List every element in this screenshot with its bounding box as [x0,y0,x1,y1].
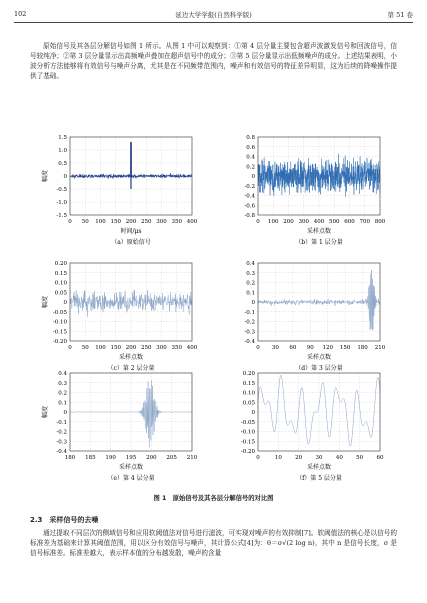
intro-paragraph: 原始信号及其各层分解信号如图 1 所示。从图 1 中可以观察到：①第 4 层分量主要包含超声波激发信号和回波信号，信号较纯净；②第 3 层分量显示出高频噪声叠加在超声信号中的成分；③第 5 层分量显示出低频噪声的成分。上述结果表明，小波分析方法能够将有效信号与噪声分离，尤其是在不同频带范围内，噪声和有效信号的特征差异明显，这为后续的降噪操作提供了基础。 [30,42,397,80]
header-rule [14,22,413,23]
y-tick-label: 0 [251,410,255,416]
x-tick-label: 200 [146,455,157,461]
y-tick-label: -0.4 [244,193,255,200]
y-tick-label: -0.3 [244,329,255,336]
x-tick-label: 180 [64,455,76,461]
x-tick-label: 200 [283,219,294,225]
y-tick-label: 0.20 [54,261,67,267]
y-tick-label: 0.15 [54,270,67,277]
y-tick-label: -0.05 [240,419,255,426]
x-tick-label: 120 [322,345,333,351]
y-tick-label: -1.0 [56,200,67,206]
y-tick-label: 0.6 [246,144,255,151]
y-tick-label: 0 [63,410,67,416]
x-tick-label: 40 [335,455,343,461]
y-tick-label: 0.15 [242,380,255,387]
x-tick-label: 700 [359,219,370,225]
x-axis-label: 采样点数 [118,354,144,361]
x-tick-label: 0 [68,219,72,225]
x-tick-label: 250 [141,345,152,351]
y-tick-label: 0.8 [246,135,255,141]
x-tick-label: 400 [186,345,198,351]
x-tick-label: 195 [125,455,137,461]
x-tick-label: 250 [141,219,152,225]
x-axis-label: 采样点数 [306,464,332,471]
y-tick-label: 0 [63,300,67,306]
y-tick-label: -0.10 [52,319,67,326]
x-tick-label: 200 [125,345,137,351]
y-tick-label: -0.4 [244,339,255,345]
y-tick-label: 0.3 [58,380,67,387]
x-tick-label: 60 [289,345,297,351]
x-tick-label: 90 [306,345,314,351]
y-tick-label: 1.5 [58,135,67,141]
y-tick-label: 0.1 [58,400,67,407]
x-tick-label: 300 [156,219,167,225]
y-tick-label: 0.4 [58,371,67,377]
panel-caption: （a）原始信号 [111,239,151,246]
y-tick-label: -0.5 [56,187,67,193]
y-tick-label: -0.6 [244,203,255,210]
x-axis-label: 采样点数 [306,228,332,235]
y-tick-label: 0.2 [246,164,255,171]
signal-trace [70,142,192,189]
panel-c [40,258,200,378]
x-tick-label: 50 [81,219,89,225]
y-tick-label: -0.20 [52,339,67,345]
x-axis-label: 采样点数 [306,354,332,361]
y-tick-label: 0.2 [246,280,255,287]
page-header [14,10,413,22]
y-tick-label: -0.2 [244,319,255,326]
x-tick-label: 100 [268,219,279,225]
y-tick-label: -0.3 [56,439,67,446]
panel-b-plot [228,132,388,252]
panel-b [228,132,388,252]
x-tick-label: 210 [186,455,198,461]
y-tick-label: -0.05 [52,309,67,316]
x-axis-label: 采样点数 [118,464,144,471]
panel-caption: （c）第 2 层分量 [107,365,155,372]
x-tick-label: 200 [125,219,137,225]
y-tick-label: 1.0 [58,148,67,154]
journal-name: 延边大学学报(自然科学版) [175,11,252,19]
x-tick-label: 210 [374,345,386,351]
section-title: 2.3 采样信号的去噪 [30,516,99,524]
y-tick-label: 0.3 [246,270,255,277]
x-tick-label: 190 [105,455,116,461]
x-tick-label: 185 [85,455,96,461]
y-tick-label: 0 [251,174,255,180]
panel-f [228,368,388,488]
x-tick-label: 10 [274,455,282,461]
y-tick-label: 0.05 [242,400,255,407]
x-tick-label: 100 [95,345,106,351]
y-axis-label: 幅度 [42,405,49,419]
y-tick-label: -0.1 [56,419,67,426]
y-tick-label: 0.20 [242,371,255,377]
x-tick-label: 0 [256,455,260,461]
x-tick-label: 150 [110,219,121,225]
y-tick-label: -0.20 [240,449,255,455]
x-tick-label: 50 [81,345,89,351]
x-tick-label: 400 [186,219,198,225]
y-tick-label: 0.05 [54,290,67,297]
y-axis-label: 幅度 [42,295,49,309]
x-tick-label: 150 [339,345,351,351]
page-number: 102 [14,10,27,18]
y-tick-label: 0.4 [246,154,255,161]
y-tick-label: 0.1 [246,290,255,297]
y-tick-label: 0.5 [58,161,67,167]
x-tick-label: 300 [298,219,309,225]
y-tick-label: -0.10 [240,429,255,436]
panel-caption: （e）第 4 层分量 [107,475,155,482]
x-tick-label: 30 [315,455,323,461]
x-tick-label: 0 [68,345,72,351]
y-tick-label: -0.15 [52,329,67,336]
x-tick-label: 350 [171,345,182,351]
y-tick-label: -0.15 [240,439,255,446]
y-tick-label: -1.5 [56,213,67,219]
signal-trace [258,270,380,330]
panel-a-plot [40,132,200,252]
y-tick-label: -0.2 [244,183,255,190]
x-tick-label: 800 [374,219,386,225]
y-tick-label: 0.10 [54,280,67,287]
panel-a [40,132,200,252]
x-tick-label: 60 [376,455,384,461]
x-tick-label: 150 [110,345,121,351]
volume-label: 第 51 卷 [387,11,413,19]
panel-e [40,368,200,488]
panel-f-plot [228,368,388,488]
panel-d-plot [228,258,388,378]
x-tick-label: 600 [344,219,355,225]
x-tick-label: 400 [313,219,325,225]
y-tick-label: 0.10 [242,390,255,397]
panel-caption: （d）第 3 层分量 [295,365,343,372]
panel-caption: （f）第 5 层分量 [296,475,342,482]
y-tick-label: 0.2 [58,390,67,397]
y-tick-label: -0.8 [244,213,255,219]
x-tick-label: 180 [357,345,368,351]
x-tick-label: 500 [329,219,340,225]
x-tick-label: 30 [271,345,279,351]
panel-c-plot [40,258,200,378]
figure-caption: 图 1 原始信号及其各层分解信号的对比图 [153,495,274,502]
x-tick-label: 0 [256,345,260,351]
panel-caption: （b）第 1 层分量 [295,239,343,246]
x-tick-label: 100 [95,219,106,225]
x-tick-label: 205 [166,455,177,461]
section-paragraph: 通过提取不同层次的侧域信号和应用软阈值法对信号进行滤波，可实现对噪声的有效抑制[7]。软阈值法的核心是以信号的标准差为基础来计算其阈值范围，用以区分有效信号与噪声，其计算公式[4]为：θ＝σ√(2 log n)，其中 n 是信号长度，σ 是信号标准差。标准差越大，表示样本值的分布越发散，噪声的含量 [30,529,397,557]
signal-trace [258,154,380,197]
x-tick-label: 350 [171,219,182,225]
x-tick-label: 300 [156,345,167,351]
y-tick-label: 0.4 [246,261,255,267]
x-tick-label: 20 [295,455,303,461]
y-tick-label: -0.1 [244,309,255,316]
y-tick-label: -0.4 [56,449,67,455]
x-axis-label: 时间/μs [120,228,142,235]
panel-e-plot [40,368,200,488]
panel-d [228,258,388,378]
x-tick-label: 0 [256,219,260,225]
y-tick-label: 0 [63,174,67,180]
y-axis-label: 幅度 [42,169,49,183]
y-tick-label: -0.2 [56,429,67,436]
y-tick-label: 0 [251,300,255,306]
x-tick-label: 50 [356,455,364,461]
